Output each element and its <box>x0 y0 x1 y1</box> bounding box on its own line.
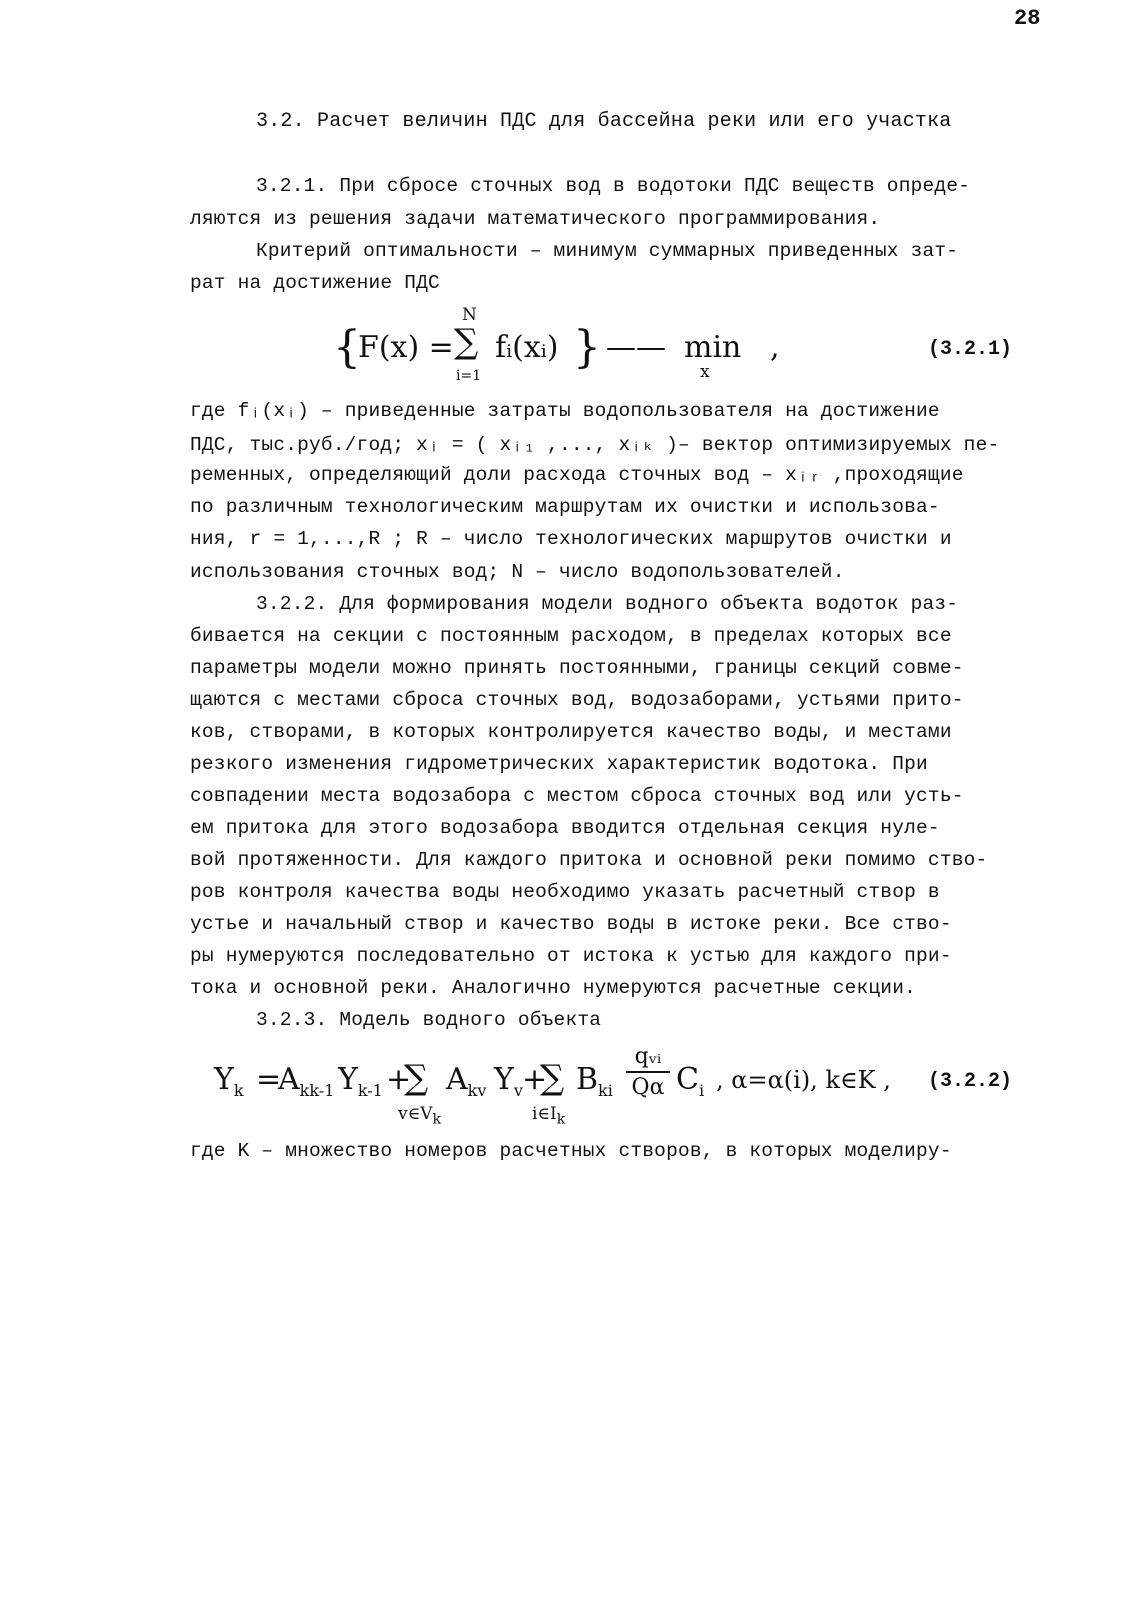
text-line: ляются из решения задачи математического программирования. <box>190 208 881 230</box>
eq2-sum2-lower: $i\in I_k$ <box>532 1104 566 1128</box>
eq2-frac-num: qᵥᵢ <box>634 1044 662 1069</box>
text-line: где K – множество номеров расчетных створов, в которых моделиру- <box>190 1140 952 1162</box>
text-line: бивается на секции с постоянным расходом, в пределах которых все <box>190 625 952 647</box>
eq2-b: $B_{ki}$ <box>576 1062 613 1100</box>
text-line: 3.2.3. Модель водного объекта <box>256 1009 602 1031</box>
text-line: ем притока для этого водозабора вводится отдельная секция нуле- <box>190 817 940 839</box>
eq1-arrow: —— <box>606 330 666 365</box>
right-brace: } <box>573 322 601 373</box>
eq2-plus1: + <box>386 1062 412 1097</box>
sum-icon: ∑ <box>454 322 479 362</box>
eq1-min-sub: x <box>700 362 710 382</box>
eq1-min: min <box>684 330 742 365</box>
eq2-condition: , α=α(i), k∈K , <box>716 1066 891 1094</box>
eq2-lhs: $Y_k$ <box>214 1062 244 1100</box>
text-line: по различным технологическим маршрутам их очистки и использова- <box>190 496 940 518</box>
text-line: щаются с местами сброса сточных вод, водозаборами, устьями прито- <box>190 689 964 711</box>
text-line: 3.2.2. Для формирования модели водного объекта водоток раз- <box>256 593 959 615</box>
eq1-number: (3.2.1) <box>928 338 1013 361</box>
eq2-number: (3.2.2) <box>928 1070 1013 1093</box>
text-line: параметры модели можно принять постоянными, границы секций совме- <box>190 657 964 679</box>
section-heading: 3.2. Расчет величин ПДС для бассейна реки или его участка <box>256 110 952 133</box>
sum-icon: ∑ <box>540 1058 565 1098</box>
eq1-sum-lower: i=1 <box>456 368 482 384</box>
text-line: тока и основной реки. Аналогично нумеруются расчетные секции. <box>190 977 917 999</box>
text-line: резкого изменения гидрометрических характеристик водотока. При <box>190 753 928 775</box>
left-brace: { <box>333 322 361 373</box>
eq2-a2: $A_{kv}$ <box>446 1062 487 1100</box>
eq1-sum-upper: N <box>462 305 477 325</box>
text-line: Критерий оптимальности – минимум суммарных приведенных зат- <box>256 240 959 262</box>
page-number: 28 <box>1014 6 1041 31</box>
text-line: ПДС, тыс.руб./год; xᵢ = ( xᵢ₁ ,..., xᵢₖ )– вектор оптимизируемых пе- <box>190 434 1000 456</box>
eq2-y2: $Y_v$ <box>494 1062 523 1100</box>
text-line: ния, r = 1,...,R ; R – число технологических маршрутов очистки и <box>190 528 952 550</box>
eq2-sum1-lower: $v\in V_k$ <box>398 1104 442 1128</box>
eq2-plus2: + <box>522 1062 548 1097</box>
text-line: использования сточных вод; N – число водопользователей. <box>190 561 845 583</box>
text-line: рат на достижение ПДС <box>190 272 440 294</box>
eq2-c: $C_i$ <box>676 1062 705 1100</box>
eq2-equals: = <box>256 1062 282 1097</box>
text-line: совпадении места водозабора с местом сброса сточных вод или усть- <box>190 785 964 807</box>
eq2-frac-den: Qα <box>631 1075 665 1100</box>
text-line: где fᵢ(xᵢ) – приведенные затраты водопользователя на достижение <box>190 400 940 422</box>
text-line: ков, створами, в которых контролируется качество воды, и местами <box>190 721 952 743</box>
text-line: устье и начальный створ и качество воды в истоке реки. Все ство- <box>190 913 952 935</box>
fraction-bar <box>626 1071 670 1073</box>
eq1-comma: , <box>770 330 780 365</box>
eq1-left: F(x) = <box>358 330 454 365</box>
text-line: 3.2.1. При сбросе сточных вод в водотоки ПДС веществ опреде- <box>256 175 971 197</box>
eq1-term: fᵢ(xᵢ) <box>495 330 559 365</box>
text-line: ры нумеруются последовательно от истока к устью для каждого при- <box>190 945 952 967</box>
eq2-fraction <box>626 1044 670 1100</box>
eq2-y1: $Y_{k-1}$ <box>338 1062 383 1100</box>
sum-icon: ∑ <box>404 1058 429 1098</box>
text-line: вой протяженности. Для каждого притока и основной реки помимо ство- <box>190 849 988 871</box>
eq2-a1: $A_{kk-1}$ <box>278 1062 335 1100</box>
text-line: ров контроля качества воды необходимо указать расчетный створ в <box>190 881 940 903</box>
text-line: ременных, определяющий доли расхода сточных вод – xᵢᵣ ,проходящие <box>190 464 964 486</box>
